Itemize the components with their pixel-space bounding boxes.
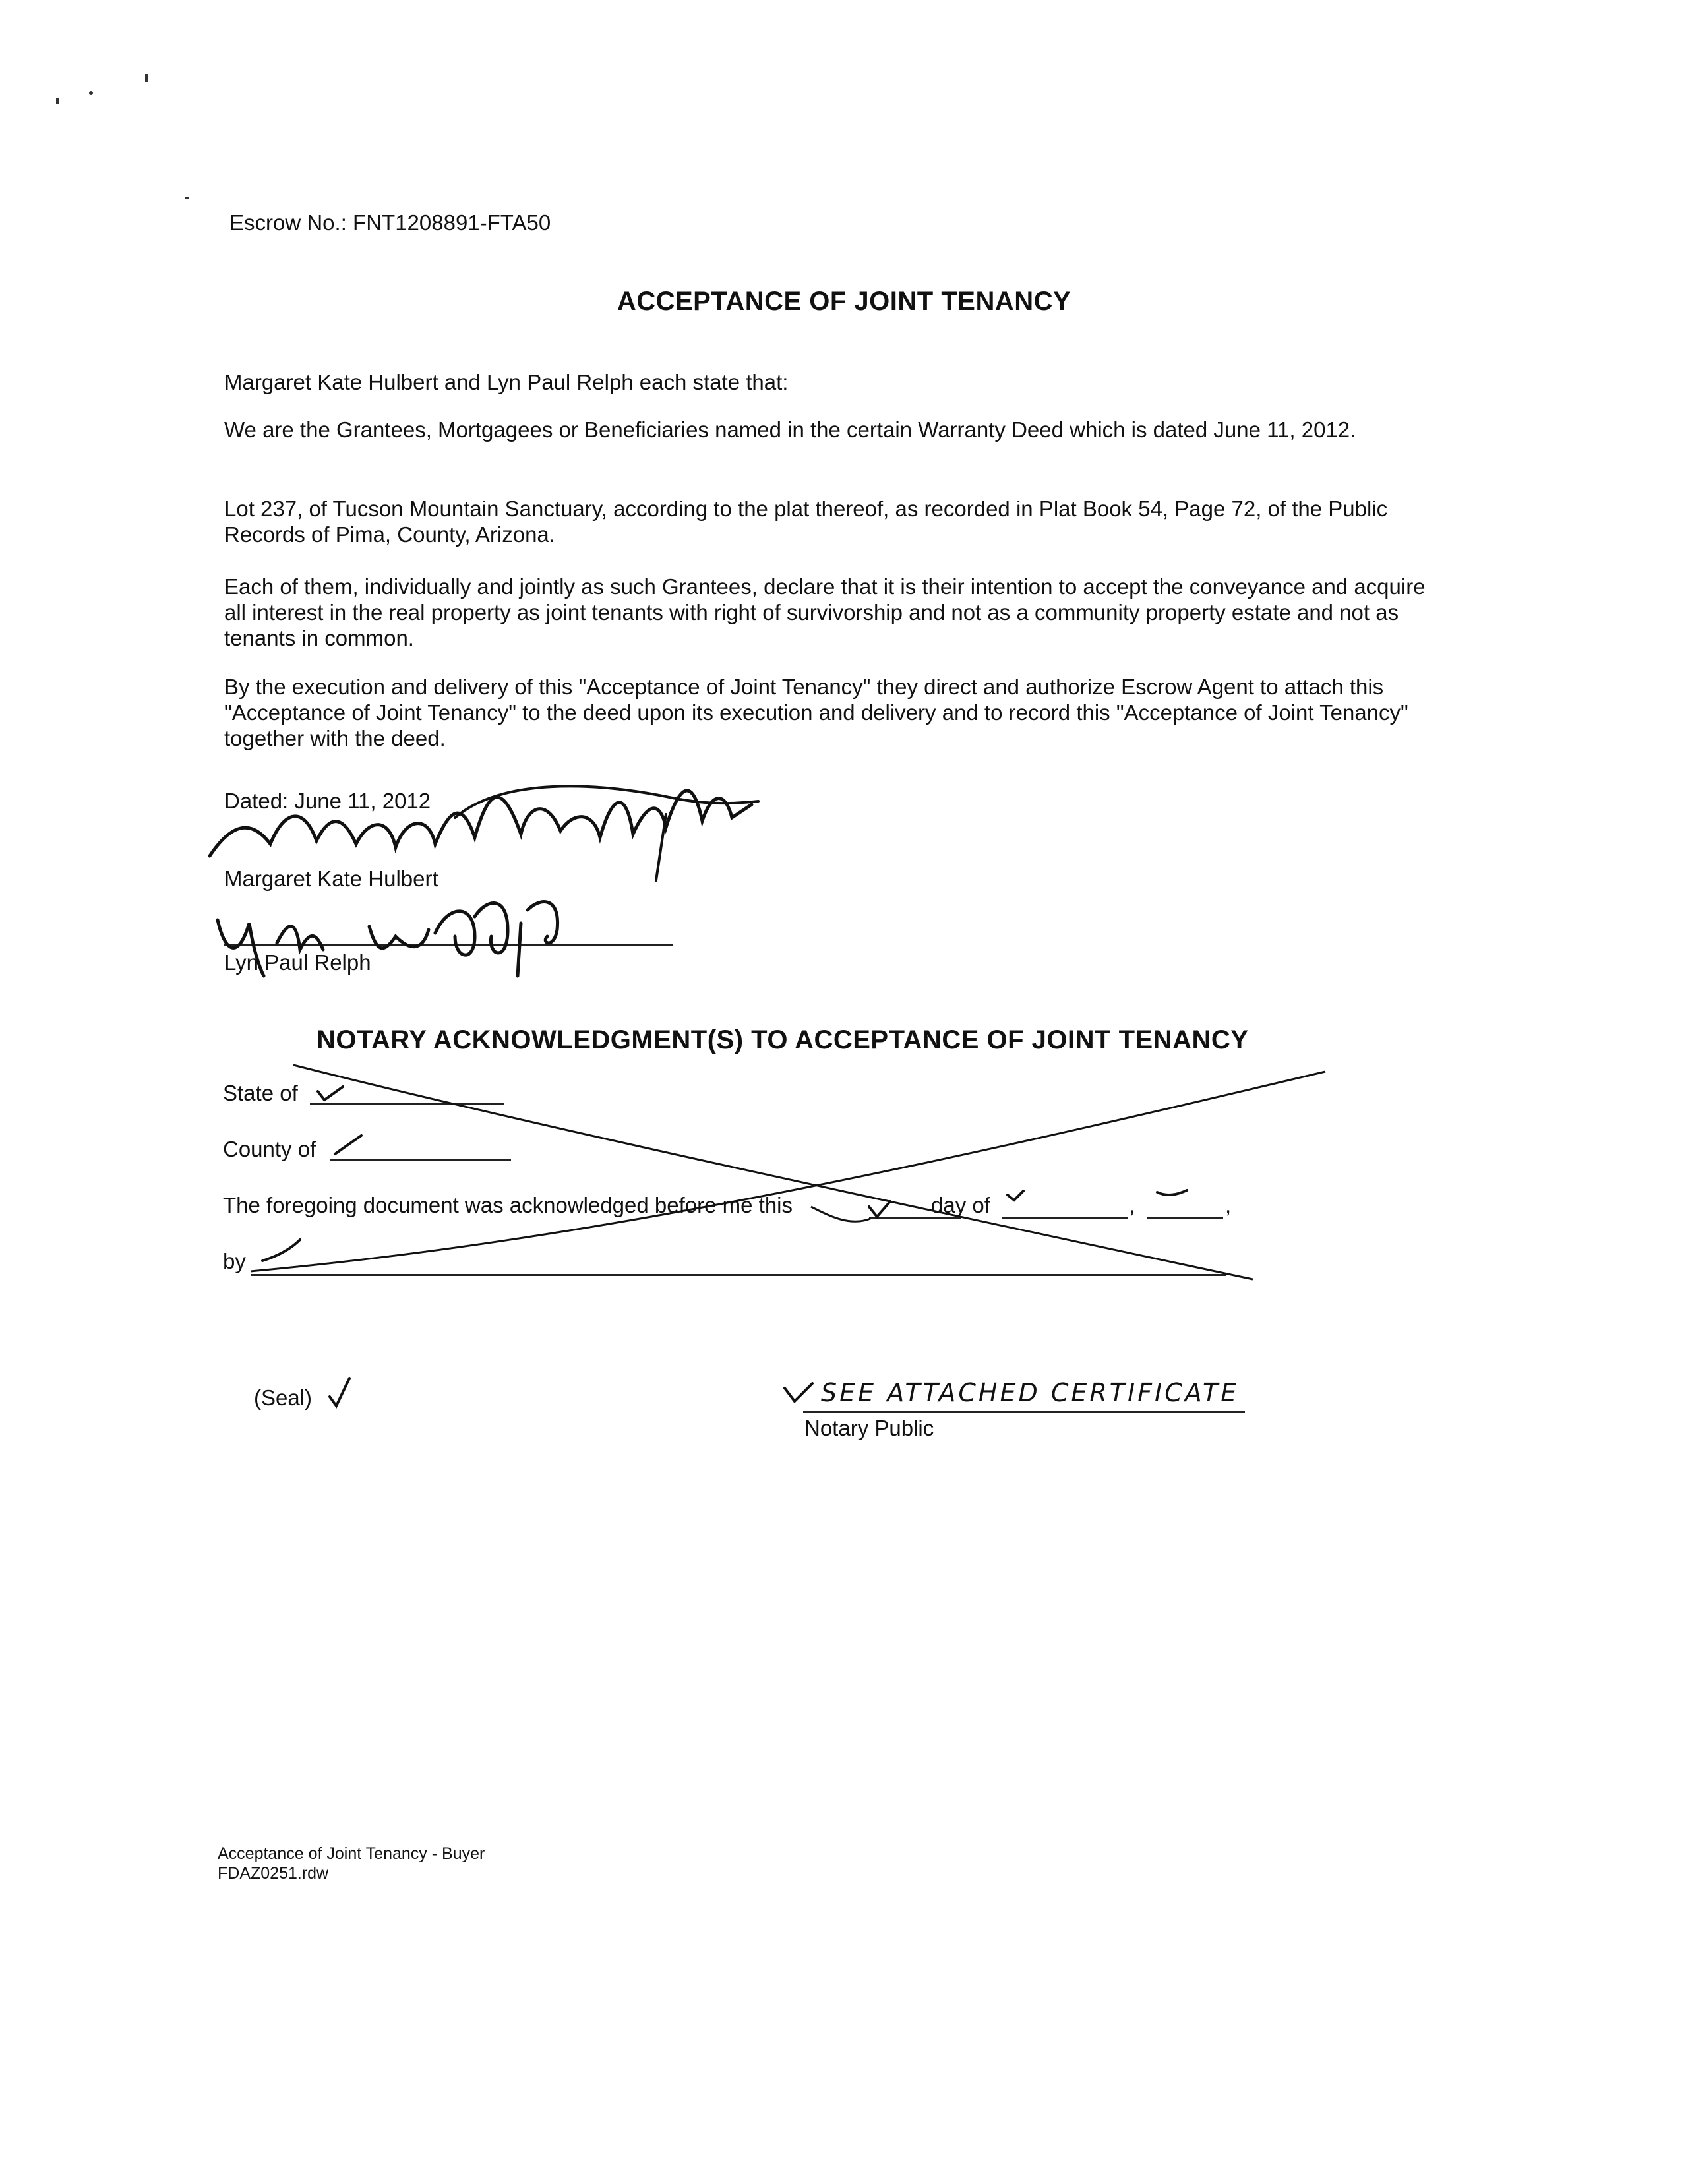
intro-paragraph: Margaret Kate Hulbert and Lyn Paul Relph each state that: bbox=[224, 370, 789, 394]
signature-relph bbox=[218, 902, 558, 976]
notary-strike-line bbox=[293, 1065, 1253, 1279]
comma-separator: , bbox=[1225, 1193, 1232, 1217]
checkmark-year bbox=[1157, 1190, 1187, 1195]
day-of-label: day of bbox=[931, 1193, 990, 1217]
signer-name-hulbert: Margaret Kate Hulbert bbox=[224, 866, 438, 891]
seal-label: (Seal) bbox=[254, 1385, 313, 1410]
checkmark-by bbox=[262, 1240, 300, 1261]
signer-name-relph: Lyn Paul Relph bbox=[224, 950, 371, 975]
comma-separator: , bbox=[1129, 1193, 1135, 1217]
notary-strike-squiggle bbox=[811, 1207, 870, 1221]
checkmark-month bbox=[1008, 1191, 1023, 1200]
authorization-paragraph: By the execution and delivery of this "Acceptance of Joint Tenancy" they direct and authorize Escrow Agent to attach this "Acceptance of Joint Tenancy" to the deed upon its execution and delivery and to record this "Acceptance of Joint Tenancy" together with the deed. bbox=[224, 675, 1408, 750]
checkmark-county bbox=[335, 1136, 361, 1154]
checkmark-day bbox=[869, 1201, 890, 1217]
notary-title: NOTARY ACKNOWLEDGMENT(S) TO ACCEPTANCE OF JOINT TENANCY bbox=[316, 1025, 1249, 1054]
footer-form-code: FDAZ0251.rdw bbox=[218, 1864, 329, 1883]
checkmark-notary-note bbox=[785, 1383, 812, 1401]
state-of-label: State of bbox=[223, 1081, 298, 1105]
notary-strike-line bbox=[251, 1072, 1325, 1271]
warranty-deed-paragraph: We are the Grantees, Mortgagees or Beneficiaries named in the certain Warranty Deed which is dated June 11, 2012. bbox=[224, 417, 1356, 442]
joint-tenancy-intention-paragraph: Each of them, individually and jointly as such Grantees, declare that it is their intention to accept the conveyance and acquire all interest in the real property as joint tenants with right of survivorship and not as a community property estate and not as tenants in common. bbox=[224, 574, 1426, 650]
escrow-label: Escrow No.: bbox=[229, 210, 347, 235]
dated-line: Dated: June 11, 2012 bbox=[224, 789, 431, 813]
legal-description-paragraph: Lot 237, of Tucson Mountain Sanctuary, according to the plat thereof, as recorded in Plat Book 54, Page 72, of the Public Records of Pima, County, Arizona. bbox=[224, 497, 1388, 547]
footer-form-name: Acceptance of Joint Tenancy - Buyer bbox=[218, 1844, 485, 1863]
by-label: by bbox=[223, 1249, 246, 1273]
document-title: ACCEPTANCE OF JOINT TENANCY bbox=[617, 287, 1071, 316]
acknowledged-text: The foregoing document was acknowledged before me this bbox=[223, 1193, 793, 1217]
checkmark-seal bbox=[330, 1378, 349, 1406]
handwritten-attached-certificate-note: SEE ATTACHED CERTIFICATE bbox=[821, 1378, 1240, 1407]
checkmark-state bbox=[318, 1087, 343, 1100]
notary-public-label: Notary Public bbox=[804, 1416, 934, 1440]
escrow-number: FNT1208891-FTA50 bbox=[353, 210, 551, 235]
county-of-label: County of bbox=[223, 1137, 316, 1161]
